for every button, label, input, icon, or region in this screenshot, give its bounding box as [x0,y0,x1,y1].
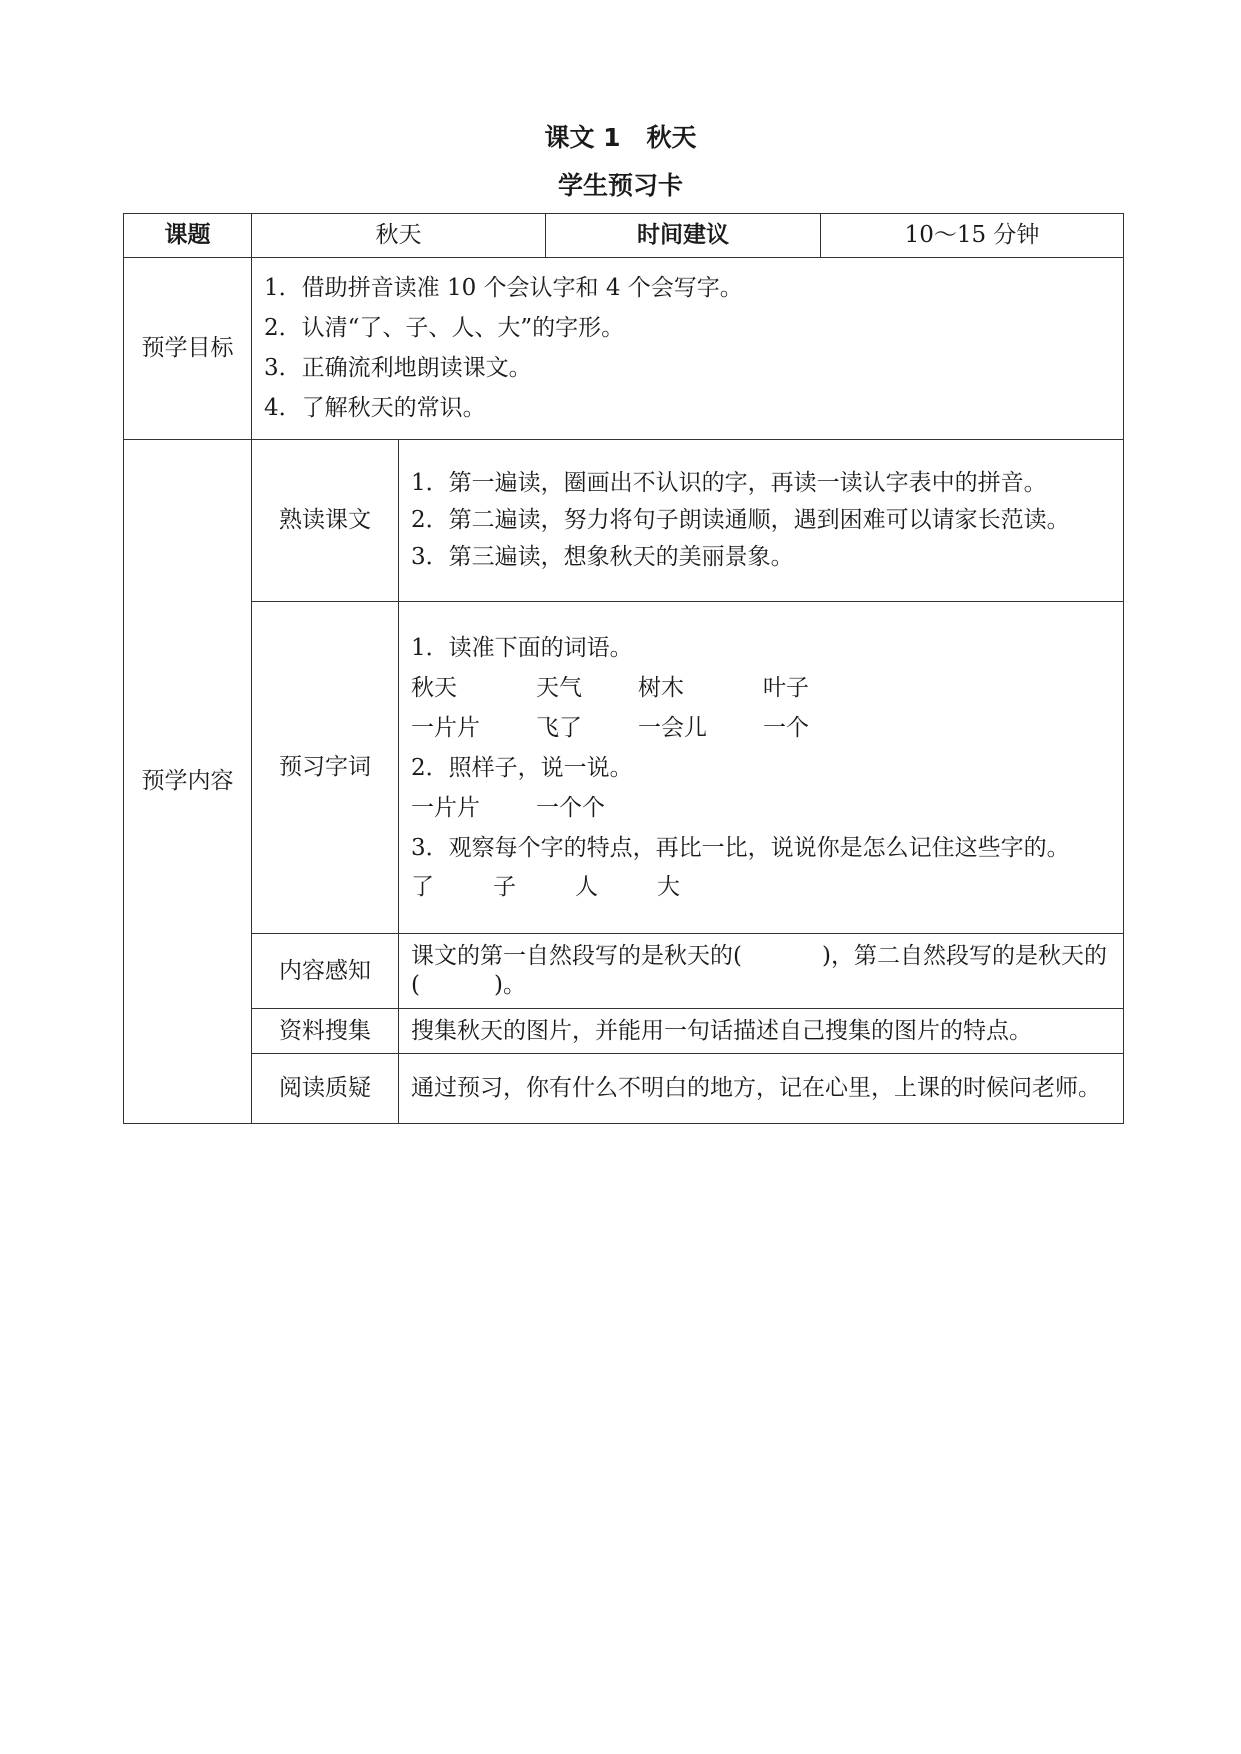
question-text: 通过预习，你有什么不明白的地方，记在心里，上课的时候问老师。 [399,1054,1124,1124]
word: 秋天 [411,674,457,701]
perceive-text-b: )，第二自然段写的是秋天的( [411,943,1107,998]
words-question-1: 1．读准下面的词语。 [411,634,633,661]
char: 子 [493,873,516,900]
char: 人 [575,873,598,900]
word-row-1 [411,674,1111,703]
perceive-text-c: )。 [493,972,526,998]
word: 一会儿 [638,714,707,741]
content-label: 预学内容 [124,440,252,1124]
card-title: 学生预习卡 [557,171,683,200]
read-row [124,440,1124,602]
word-row-2 [411,714,1111,743]
topic-value: 秋天 [252,214,546,258]
word: 一个个 [536,794,605,821]
read-list [399,440,1124,602]
perceive-text-a: 课文的第一自然段写的是秋天的( [411,943,742,969]
lesson-title [0,118,1241,154]
collect-text: 搜集秋天的图片，并能用一句话描述自己搜集的图片的特点。 [399,1009,1124,1054]
goals-row [124,258,1124,440]
word: 一片片 [411,794,480,821]
char: 大 [657,873,680,900]
topic-label: 课题 [124,214,252,258]
words-question-2: 2．照样子，说一说。 [411,754,633,781]
topic-row [124,214,1124,258]
lesson-name: 秋天 [646,123,697,152]
words-row [124,602,1124,934]
collect-row [124,1009,1124,1054]
question-label: 阅读质疑 [252,1054,399,1124]
words-question-3: 3．观察每个字的特点，再比一比，说说你是怎么记住这些字的。 [411,834,1070,861]
collect-label: 资料搜集 [252,1009,399,1054]
word: 飞了 [536,714,582,741]
words-label: 预习字词 [252,602,399,934]
time-value: 10～15 分钟 [821,214,1124,258]
time-label: 时间建议 [546,214,821,258]
perceive-text [399,934,1124,1009]
goal-item: 4．了解秋天的常识。 [264,395,486,421]
word: 一片片 [411,714,480,741]
goals-label: 预学目标 [124,258,252,440]
goals-list [252,258,1124,440]
goal-item: 3．正确流利地朗读课文。 [264,355,532,381]
perceive-row [124,934,1124,1009]
goal-item: 2．认清“了、子、人、大”的字形。 [264,315,625,341]
word: 一个 [763,714,809,741]
word-row-3 [411,794,1111,823]
question-row [124,1054,1124,1124]
perceive-label: 内容感知 [252,934,399,1009]
preview-card-table [123,213,1124,1124]
read-item: 3．第三遍读，想象秋天的美丽景象。 [411,544,794,570]
words-content [399,602,1124,934]
word: 天气 [536,674,582,701]
read-item: 1．第一遍读，圈画出不认识的字，再读一读认字表中的拼音。 [411,470,1047,496]
lesson-number: 课文 1 [544,123,621,152]
char: 了 [411,873,434,900]
read-item: 2．第二遍读，努力将句子朗读通顺，遇到困难可以请家长范读。 [411,507,1070,533]
char-row [411,873,1111,902]
read-label: 熟读课文 [252,440,399,602]
word: 树木 [638,674,684,701]
word: 叶子 [763,674,809,701]
goal-item: 1．借助拼音读准 10 个会认字和 4 个会写字。 [264,275,743,301]
